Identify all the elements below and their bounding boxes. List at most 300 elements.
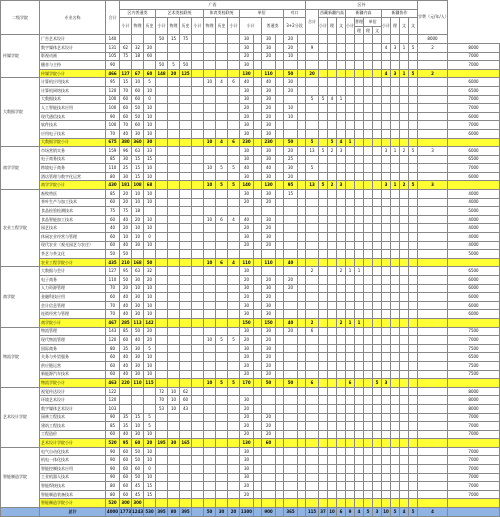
value-cell: 110 [106, 164, 120, 173]
value-cell [306, 430, 319, 439]
major-name-cell: 市场营销实务 [40, 147, 106, 156]
value-cell [298, 233, 306, 242]
value-cell [192, 233, 204, 242]
value-cell [418, 155, 448, 164]
value-cell: 100 [106, 121, 120, 130]
value-cell [400, 396, 409, 405]
table-row [1, 233, 500, 242]
value-cell: 60 [120, 465, 132, 474]
value-cell [276, 499, 284, 508]
value-cell [168, 121, 180, 130]
value-cell [400, 310, 409, 319]
value-cell [409, 215, 418, 224]
value-cell [254, 482, 262, 491]
h-art-history: 历史 [180, 18, 192, 35]
value-cell [168, 353, 180, 362]
value-cell [228, 121, 240, 130]
value-cell [240, 387, 254, 396]
value-cell [409, 490, 418, 499]
value-cell [306, 190, 319, 199]
value-cell [204, 190, 216, 199]
value-cell: 6 [216, 258, 228, 267]
value-cell [156, 344, 168, 353]
value-cell [306, 344, 319, 353]
total-cell: 4000 [106, 508, 120, 517]
value-cell: 30 [132, 310, 144, 319]
value-cell [391, 353, 400, 362]
h-gen-subtotal: 小计 [120, 18, 132, 35]
total-cell [192, 508, 204, 517]
value-cell: 30 [132, 370, 144, 379]
value-cell [409, 207, 418, 216]
value-cell [328, 190, 337, 199]
value-cell [254, 361, 262, 370]
value-cell: 30 [240, 233, 254, 242]
value-cell [240, 207, 254, 216]
value-cell [400, 482, 409, 491]
value-cell: 30 [132, 293, 144, 302]
value-cell: 45 [132, 490, 144, 499]
value-cell: 140 [106, 35, 120, 44]
value-cell [346, 86, 355, 95]
value-cell [298, 490, 306, 499]
value-cell [418, 250, 448, 259]
value-cell: 10 [144, 430, 156, 439]
h-sp-subtotal: 小计 [228, 18, 240, 35]
value-cell [355, 52, 364, 61]
value-cell [355, 35, 364, 44]
value-cell [180, 447, 192, 456]
value-cell [204, 327, 216, 336]
value-cell [228, 370, 240, 379]
value-cell: 170 [240, 379, 254, 388]
value-cell: 467 [106, 318, 120, 327]
value-cell: 20 [132, 215, 144, 224]
value-cell: 10 [204, 336, 216, 345]
value-cell: 463 [106, 379, 120, 388]
major-name-cell: 智能焊接技术 [40, 482, 106, 491]
h-xc-extra: 文 [409, 18, 418, 35]
value-cell [346, 456, 355, 465]
value-cell: 20 [262, 241, 276, 250]
value-cell [192, 293, 204, 302]
value-cell [228, 61, 240, 70]
value-cell [192, 155, 204, 164]
value-cell [346, 52, 355, 61]
value-cell: 10 [168, 387, 180, 396]
value-cell [337, 499, 346, 508]
value-cell [328, 258, 337, 267]
value-cell [364, 413, 373, 422]
value-cell [346, 344, 355, 353]
value-cell [228, 95, 240, 104]
value-cell: 20 [240, 370, 254, 379]
value-cell [319, 482, 328, 491]
value-cell: 30 [284, 78, 298, 87]
value-cell [328, 482, 337, 491]
major-name-cell: 艺术设计学院小计 [40, 439, 106, 448]
value-cell [216, 473, 228, 482]
value-cell [276, 121, 284, 130]
value-cell [180, 293, 192, 302]
value-cell: 230 [262, 138, 276, 147]
department-cell: 艺术设计学院 [1, 387, 40, 447]
value-cell: 5 [409, 69, 418, 78]
value-cell: 4000 [448, 190, 500, 199]
value-cell [409, 301, 418, 310]
value-cell: 85 [106, 155, 120, 164]
value-cell: 60 [120, 336, 132, 345]
value-cell [306, 361, 319, 370]
value-cell [382, 327, 391, 336]
value-cell [391, 250, 400, 259]
value-cell [192, 104, 204, 113]
value-cell [204, 241, 216, 250]
value-cell [364, 293, 373, 302]
value-cell: 10 [144, 112, 156, 121]
value-cell [400, 267, 409, 276]
value-cell: 40 [240, 164, 254, 173]
value-cell [346, 129, 355, 138]
value-cell: 80 [106, 344, 120, 353]
value-cell [364, 327, 373, 336]
value-cell [276, 224, 284, 233]
value-cell [391, 104, 400, 113]
value-cell [254, 370, 262, 379]
value-cell [319, 138, 328, 147]
value-cell [192, 439, 204, 448]
value-cell [382, 284, 391, 293]
value-cell [254, 233, 262, 242]
value-cell [262, 473, 276, 482]
value-cell [216, 422, 228, 431]
value-cell: 6000 [448, 301, 500, 310]
value-cell: 15 [144, 490, 156, 499]
value-cell [400, 447, 409, 456]
value-cell [346, 447, 355, 456]
value-cell [284, 344, 298, 353]
value-cell: 6000 [448, 147, 500, 156]
value-cell: 380 [120, 138, 132, 147]
value-cell: 20 [240, 112, 254, 121]
value-cell [216, 147, 228, 156]
value-cell [262, 490, 276, 499]
value-cell [328, 250, 337, 259]
value-cell [391, 301, 400, 310]
value-cell: 60 [262, 439, 276, 448]
value-cell [192, 284, 204, 293]
value-cell [298, 301, 306, 310]
value-cell [156, 250, 168, 259]
value-cell [364, 396, 373, 405]
total-cell [448, 508, 500, 517]
value-cell [228, 404, 240, 413]
value-cell [328, 164, 337, 173]
value-cell [180, 181, 192, 190]
value-cell [373, 396, 382, 405]
value-cell [355, 387, 364, 396]
value-cell [382, 267, 391, 276]
value-cell [204, 276, 216, 285]
value-cell: 25 [120, 164, 132, 173]
value-cell: 1 [400, 43, 409, 52]
value-cell [192, 258, 204, 267]
value-cell [192, 35, 204, 44]
value-cell [337, 370, 346, 379]
value-cell: 20 [306, 69, 319, 78]
value-cell [409, 35, 418, 44]
value-cell: 30 [240, 43, 254, 52]
value-cell [373, 473, 382, 482]
table-row [1, 293, 500, 302]
value-cell [204, 387, 216, 396]
value-cell [400, 490, 409, 499]
value-cell [306, 250, 319, 259]
major-name-cell: 机电一体化技术 [40, 456, 106, 465]
value-cell [382, 129, 391, 138]
value-cell: 10 [144, 172, 156, 181]
value-cell: 30 [262, 86, 276, 95]
value-cell [192, 422, 204, 431]
value-cell [418, 276, 448, 285]
value-cell [254, 215, 262, 224]
value-cell [306, 482, 319, 491]
value-cell [168, 301, 180, 310]
value-cell [216, 482, 228, 491]
value-cell: 0 [144, 465, 156, 474]
value-cell [192, 396, 204, 405]
h-art-subtotal2: 小计 [192, 18, 204, 35]
value-cell [364, 241, 373, 250]
value-cell [319, 78, 328, 87]
value-cell [228, 172, 240, 181]
value-cell [204, 43, 216, 52]
value-cell [328, 207, 337, 216]
value-cell [156, 482, 168, 491]
value-cell [284, 361, 298, 370]
value-cell: 300 [120, 499, 132, 508]
value-cell [306, 404, 319, 413]
value-cell [346, 241, 355, 250]
value-cell: 50 [132, 447, 144, 456]
value-cell [144, 250, 156, 259]
value-cell: 120 [106, 86, 120, 95]
total-cell: 365 [284, 508, 298, 517]
value-cell [409, 387, 418, 396]
value-cell [373, 353, 382, 362]
value-cell: 159 [106, 147, 120, 156]
value-cell: 285 [120, 318, 132, 327]
value-cell: 20 [240, 413, 254, 422]
value-cell [306, 465, 319, 474]
value-cell [192, 224, 204, 233]
value-cell: 35 [120, 422, 132, 431]
value-cell [298, 61, 306, 70]
value-cell [306, 104, 319, 113]
value-cell [418, 310, 448, 319]
value-cell [298, 35, 306, 44]
major-name-cell: 环境艺术设计 [40, 396, 106, 405]
value-cell: 110 [262, 258, 276, 267]
value-cell [373, 284, 382, 293]
header-xinjiang-inland: 新疆内高 [346, 9, 382, 18]
value-cell [448, 69, 500, 78]
value-cell [418, 404, 448, 413]
value-cell [192, 181, 204, 190]
value-cell [254, 129, 262, 138]
value-cell [373, 482, 382, 491]
value-cell: 60 [106, 241, 120, 250]
h-xi-arts: 文 [373, 26, 382, 35]
value-cell: 4000 [448, 198, 500, 207]
value-cell [364, 147, 373, 156]
value-cell: 40 [132, 336, 144, 345]
value-cell [400, 78, 409, 87]
value-cell [319, 413, 328, 422]
value-cell [319, 233, 328, 242]
value-cell [382, 258, 391, 267]
value-cell [391, 86, 400, 95]
value-cell [328, 129, 337, 138]
value-cell [346, 250, 355, 259]
total-cell: 395 [180, 508, 192, 517]
value-cell [144, 207, 156, 216]
value-cell [373, 361, 382, 370]
total-cell: 5 [409, 508, 418, 517]
value-cell: 5 [216, 164, 228, 173]
value-cell [156, 301, 168, 310]
value-cell: 30 [240, 310, 254, 319]
value-cell [355, 233, 364, 242]
value-cell [382, 61, 391, 70]
value-cell [204, 172, 216, 181]
value-cell [391, 379, 400, 388]
value-cell [319, 439, 328, 448]
total-cell [276, 508, 284, 517]
value-cell: 85 [120, 327, 132, 336]
value-cell [284, 396, 298, 405]
value-cell: 10 [144, 198, 156, 207]
value-cell: 50 [132, 473, 144, 482]
total-cell: 5 [391, 508, 400, 517]
value-cell [306, 241, 319, 250]
value-cell [382, 190, 391, 199]
value-cell [180, 78, 192, 87]
value-cell: 130 [262, 181, 276, 190]
value-cell: 60 [132, 439, 144, 448]
value-cell: 2 [337, 318, 346, 327]
value-cell [228, 482, 240, 491]
value-cell [192, 353, 204, 362]
value-cell [346, 301, 355, 310]
major-name-cell: 计算机应用技术 [40, 78, 106, 87]
value-cell [373, 318, 382, 327]
value-cell [192, 465, 204, 474]
value-cell [254, 35, 262, 44]
value-cell: 20 [240, 52, 254, 61]
value-cell [409, 293, 418, 302]
value-cell: 50 [144, 258, 156, 267]
value-cell [228, 327, 240, 336]
value-cell [418, 422, 448, 431]
value-cell [180, 95, 192, 104]
major-name-cell: 智能制造装备技术 [40, 490, 106, 499]
value-cell [400, 86, 409, 95]
value-cell [276, 370, 284, 379]
value-cell [391, 207, 400, 216]
value-cell [254, 155, 262, 164]
value-cell [156, 241, 168, 250]
value-cell [337, 490, 346, 499]
value-cell [382, 499, 391, 508]
value-cell: 20 [240, 198, 254, 207]
value-cell [180, 413, 192, 422]
value-cell: 30 [240, 396, 254, 405]
value-cell [355, 404, 364, 413]
value-cell: 30 [120, 155, 132, 164]
major-name-cell: 关务与外贸服务 [40, 353, 106, 362]
value-cell [192, 190, 204, 199]
value-cell [228, 207, 240, 216]
value-cell [364, 301, 373, 310]
value-cell [298, 43, 306, 52]
value-cell [355, 293, 364, 302]
value-cell: 80 [106, 172, 120, 181]
value-cell: 90 [106, 447, 120, 456]
value-cell [391, 78, 400, 87]
value-cell [132, 396, 144, 405]
value-cell [228, 353, 240, 362]
value-cell [228, 361, 240, 370]
value-cell [319, 61, 328, 70]
value-cell [168, 104, 180, 113]
value-cell [216, 104, 228, 113]
value-cell [337, 473, 346, 482]
value-cell [156, 104, 168, 113]
value-cell: 80 [106, 482, 120, 491]
value-cell [373, 215, 382, 224]
value-cell [355, 258, 364, 267]
value-cell [400, 456, 409, 465]
value-cell [319, 164, 328, 173]
total-cell: 9 [346, 508, 355, 517]
value-cell: 32 [144, 267, 156, 276]
value-cell: 6000 [448, 276, 500, 285]
value-cell: 5 [306, 138, 319, 147]
value-cell: 4000 [448, 233, 500, 242]
value-cell [346, 473, 355, 482]
value-cell [228, 413, 240, 422]
value-cell: 1 [355, 267, 364, 276]
value-cell: 3 [391, 69, 400, 78]
value-cell: 7000 [448, 490, 500, 499]
value-cell [276, 86, 284, 95]
value-cell [254, 198, 262, 207]
value-cell: 6000 [448, 78, 500, 87]
value-cell: 30 [120, 172, 132, 181]
value-cell: 2 [306, 267, 319, 276]
value-cell [382, 112, 391, 121]
value-cell [391, 344, 400, 353]
value-cell [337, 129, 346, 138]
value-cell [156, 86, 168, 95]
value-cell [180, 86, 192, 95]
value-cell [276, 422, 284, 431]
value-cell: 20 [168, 69, 180, 78]
value-cell: 5 [144, 78, 156, 87]
value-cell [216, 361, 228, 370]
value-cell: 7000 [448, 336, 500, 345]
